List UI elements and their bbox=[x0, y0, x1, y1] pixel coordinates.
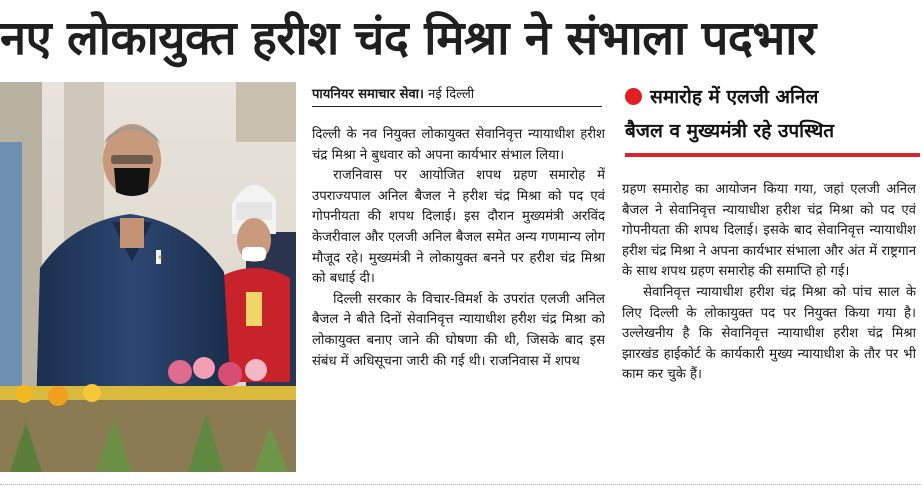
paragraph: राजनिवास पर आयोजित शपथ ग्रहण समारोह में उपराज्यपाल अनिल बैजल ने हरीश चंद्र मिश्रा को पद एवं गोपनीयता की शपथ दिलाई। इस दौरान मुख्यमंत्री अरविंद केजरीवाल और एलजी अनिल बैजल समेत अन्य गणमान्य लोग मौजूद रहे। मुख्यमंत्री ने लोकायुक्त बनने पर हरीश चंद्र मिश्रा को बधाई दी। bbox=[312, 168, 605, 287]
red-divider bbox=[625, 153, 920, 157]
paragraph: ग्रहण समारोह का आयोजन किया गया, जहां एलजी अनिल बैजल ने सेवानिवृत्त न्यायाधीश हरीश चंद्र मिश्रा को पद एवं गोपनीयता की शपथ दिलाई। इसके बाद सेवानिवृत्त न्यायाधीश हरीश चंद्र मिश्रा ने अपना कार्यभार संभाला और अंत में राष्ट्रगान के साथ शपथ ग्रहण समारोह की समाप्ति हो गई। bbox=[622, 182, 916, 280]
photo-illustration bbox=[0, 82, 296, 472]
paragraph: दिल्ली सरकार के विचार-विमर्श के उपरांत एलजी अनिल बैजल ने बीते दिनों सेवानिवृत्त न्यायाधीश हरीश चंद्र मिश्रा को लोकायुक्त बनाए जाने की घोषणा की थी, जिसके बाद इस संबंध में अधिसूचना जारी की गई थी। राजनिवास में शपथ bbox=[312, 291, 605, 369]
byline-agency: पायनियर समाचार सेवा। bbox=[312, 87, 424, 102]
headline: नए लोकायुक्त हरीश चंद मिश्रा ने संभाला पदभार bbox=[0, 11, 816, 66]
paragraph: दिल्ली के नव नियुक्त लोकायुक्त सेवानिवृत्त न्यायाधीश हरीश चंद्र मिश्रा ने बुधवार को अपना कार्यभार संभाल लिया। bbox=[312, 127, 605, 163]
article-column-2 bbox=[622, 180, 916, 480]
byline-place: नई दिल्ली bbox=[428, 87, 475, 102]
subheadline-line-1 bbox=[625, 80, 917, 114]
red-bullet-icon bbox=[625, 88, 642, 105]
paragraph: सेवानिवृत्त न्यायाधीश हरीश चंद्र मिश्रा को पांच साल के लिए दिल्ली के लोकायुक्त पद पर नियुक्त किया गया है। उल्लेखनीय है कि सेवानिवृत्त न्यायाधीश हरीश चंद्र मिश्रा झारखंड हाईकोर्ट के कार्यकारी मुख्य न्यायाधीश के तौर पर भी काम कर चुके हैं। bbox=[622, 284, 916, 383]
byline bbox=[312, 86, 602, 107]
subheadline bbox=[625, 80, 917, 152]
subheadline-text-2: बैजल व मुख्यमंत्री रहे उपस्थित bbox=[625, 120, 835, 142]
subheadline-text-1: समारोह में एलजी अनिल bbox=[650, 86, 819, 108]
news-photo bbox=[0, 82, 296, 472]
article-column-1 bbox=[312, 125, 605, 475]
